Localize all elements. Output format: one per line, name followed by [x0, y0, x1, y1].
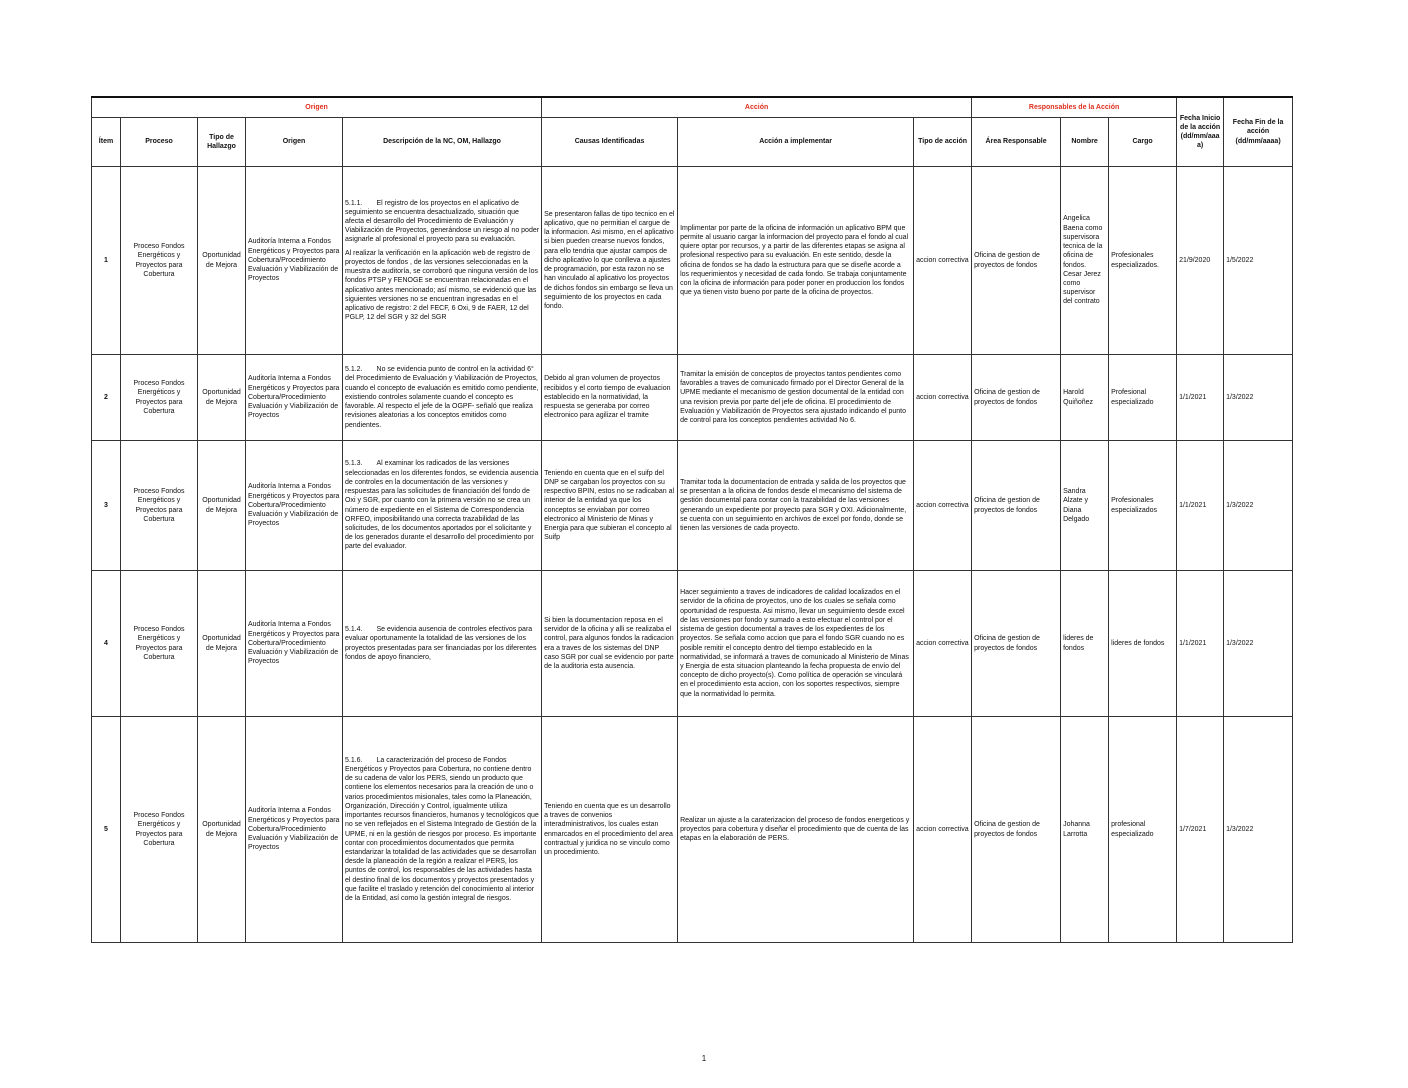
fecha-fin-cell: 1/3/2022 — [1224, 571, 1293, 717]
table-row — [92, 441, 1293, 571]
proceso-cell: Proceso Fondos Energéticos y Proyectos para Cobertura — [121, 441, 198, 571]
item-cell: 2 — [92, 355, 121, 441]
fecha-fin-header: Fecha Fin de la acción (dd/mm/aaaa) — [1224, 97, 1293, 167]
accion-cell: Implimentar por parte de la oficina de información un aplicativo BPM que permite al usuario cargar la informacion del proyecto para el fondo al cual quiere optar por recursos, y a partir de las diferentes etapas se asigna al profesional respectivo para su evaluación. En este sentido, desde la oficina de fondos se ha dado la estructura para que se diseñe acorde a los requerimientos y necesidad de cada fondo. Se trabaja conjuntamente con la oficina de información para poder poner en produccion los fondos que ya tienen visto bueno por parte de la oficina de proyectos. — [678, 167, 914, 355]
group-responsables-header: Responsables de la Acción — [972, 97, 1177, 118]
descripcion-cell — [343, 441, 542, 571]
page-number: 1 — [701, 1054, 707, 1063]
fecha-inicio-cell: 1/7/2021 — [1177, 717, 1224, 943]
tipo-accion-cell: accion correctiva — [914, 571, 972, 717]
tipo-accion-cell: accion correctiva — [914, 717, 972, 943]
cargo-cell: Profesional especializado — [1109, 355, 1177, 441]
group-origen-header: Origen — [92, 97, 542, 118]
tipo-hallazgo-header: Tipo de Hallazgo — [198, 118, 246, 167]
group-accion-header: Acción — [542, 97, 972, 118]
tipo-accion-cell: accion correctiva — [914, 355, 972, 441]
accion-header: Acción a implementar — [678, 118, 914, 167]
tipo-cell: Oportunidad de Mejora — [198, 717, 246, 943]
cargo-header: Cargo — [1109, 118, 1177, 167]
desc-text: El registro de los proyectos en el aplicativo de seguimiento se encuentra desactualizado, situación que afecta el desarrollo del Procedimiento de Evaluación y Viabilización de Proyectos, generándose un riesgo al no poder asignarle al profesional el proyecto para su evaluación. — [345, 199, 540, 244]
area-cell: Oficina de gestion de proyectos de fondos — [972, 167, 1061, 355]
tipo-accion-header: Tipo de acción — [914, 118, 972, 167]
desc-text: No se evidencia punto de control en la actividad 6° del Procedimiento de Evaluación y Viabilización de Proyectos, cuando el concepto de evaluación es emitido como pendiente, existiendo controles solamente cuando el concepto es favorable. Al respecto el jefe de la OGPF- señaló que realiza revisiones aleatorias a los conceptos emitidos como pendientes. — [345, 366, 539, 429]
tipo-accion-cell: accion correctiva — [914, 167, 972, 355]
causas-cell: Si bien la documentacion reposa en el servidor de la oficina y alli se realizaba el control, para algunos fondos la radicacion era a traves de los sistemas del DNP caso SGR por cual se evidencio por parte de la auditoria esta ausencia. — [542, 571, 678, 717]
origen-cell: Auditoría Interna a Fondos Energéticos y Proyectos para Cobertura/Procedimiento Evaluación y Viabilización de Proyectos — [246, 717, 343, 943]
fecha-inicio-cell: 1/1/2021 — [1177, 355, 1224, 441]
causas-cell: Teniendo en cuenta que es un desarrollo a traves de convenios interadministrativos, los cuales estan enmarcados en el procedimiento del area contractual y juridica no se vinculo como un procedimiento. — [542, 717, 678, 943]
nombre-cell: Sandra Alzate y Diana Delgado — [1061, 441, 1109, 571]
descripcion-cell — [343, 717, 542, 943]
table-row — [92, 717, 1293, 943]
fecha-fin-cell: 1/3/2022 — [1224, 441, 1293, 571]
fecha-inicio-header: Fecha Inicio de la acción (dd/mm/aaaa) — [1177, 97, 1224, 167]
accion-cell: Realizar un ajuste a la caraterizacion del proceso de fondos energeticos y proyectos para cobertura y diseñar el procedimiento que de cuenta de las etapas en la elaboración de PERS. — [678, 717, 914, 943]
area-cell: Oficina de gestion de proyectos de fondos — [972, 441, 1061, 571]
desc-number: 5.1.4. — [345, 626, 363, 634]
column-header-row — [92, 118, 1293, 167]
table-row — [92, 571, 1293, 717]
tipo-cell: Oportunidad de Mejora — [198, 167, 246, 355]
desc-text: Al examinar los radicados de las versiones seleccionadas en los diferentes fondos, se evidencia ausencia de controles en la documentación de las versiones y respuestas para las solicitudes de financiación del fondo de Oxi y SGR, por cuanto con la primera versión no se crea un número de expediente en el Sistema de Correspondencia ORFEO, imposibilitando una correcta trazabilidad de las solicitudes, de los documentos aportados por el solicitante y de los generados durante el desarrollo del procedimiento por parte del evaluador. — [345, 460, 539, 551]
nombre-cell: Angelica Baena como supervisora tecnica de la oficina de fondos. Cesar Jerez como supervisor del contrato — [1061, 167, 1109, 355]
origen-cell: Auditoría Interna a Fondos Energéticos y Proyectos para Cobertura/Procedimiento Evaluación y Viabilización de Proyectos — [246, 571, 343, 717]
causas-header: Causas Identificadas — [542, 118, 678, 167]
desc-number: 5.1.6. — [345, 756, 363, 764]
accion-cell: Tramitar la emisión de conceptos de proyectos tantos pendientes como favorables a traves de comunicado firmado por el Director General de la UPME mediante el mecanismo de gestion documental de la entidad con una revision previa por parte del jefe de oficina. El procedimiento de Evaluación y Viabilización de Proyectos sera ajustado indicando el punto de control para los conceptos pendientes actividad No 6. — [678, 355, 914, 441]
fecha-fin-cell: 1/3/2022 — [1224, 355, 1293, 441]
tipo-accion-cell: accion correctiva — [914, 441, 972, 571]
accion-cell: Hacer seguimiento a traves de indicadores de calidad localizados en el servidor de la oficina de proyectos, uno de los cuales se señala como oportunidad de respuesta. Asi mismo, llevar un seguimiento desde excel de las versiones por fondo y sumado a esto efectuar el control por el sistema de gestion documental a traves de los expedientes de los proyectos. Se señala como accion que para el fondo SGR cuando no es posible remitir el concepto dentro del tiempo establecido en la normatividad, se informará a traves de comunicado al Ministerio de Minas y Energia de esta situacion planteando la fecha propuesta de envío del concepto de dicho proyecto(s). Como política de operación se vinculará en el procedimiento esta accion, con los soportes respectivos, siempre que la normatividad lo permita. — [678, 571, 914, 717]
causas-cell: Se presentaron fallas de tipo tecnico en el aplicativo, que no permitian el cargue de la informacion. Asi mismo, en el aplicativo si bien pueden crearse nuevos fondos, para ello tendria que ajustar campos de dicho aplicativo lo que conlleva a ajustes de programación, por esta razon no se han vinculado al aplicativo los proyectos de dichos fondos sin embargo se lleva un seguimiento de los proyectos en cada fondo. — [542, 167, 678, 355]
proceso-cell: Proceso Fondos Energéticos y Proyectos para Cobertura — [121, 167, 198, 355]
area-cell: Oficina de gestion de proyectos de fondos — [972, 717, 1061, 943]
origen-cell: Auditoría Interna a Fondos Energéticos y Proyectos para Cobertura/Procedimiento Evaluación y Viabilización de Proyectos — [246, 167, 343, 355]
proceso-cell: Proceso Fondos Energéticos y Proyectos para Cobertura — [121, 571, 198, 717]
fecha-inicio-cell: 1/1/2021 — [1177, 441, 1224, 571]
cargo-cell: Profesionales especializados. — [1109, 167, 1177, 355]
tipo-cell: Oportunidad de Mejora — [198, 441, 246, 571]
proceso-header: Proceso — [121, 118, 198, 167]
nombre-cell: Harold Quiñoñez — [1061, 355, 1109, 441]
fecha-inicio-cell: 21/9/2020 — [1177, 167, 1224, 355]
origen-cell: Auditoría Interna a Fondos Energéticos y Proyectos para Cobertura/Procedimiento Evaluación y Viabilización de Proyectos — [246, 441, 343, 571]
item-cell: 4 — [92, 571, 121, 717]
desc-text-2: Al realizar la verificación en la aplicación web de registro de proyectos de fondos , de las versiones seleccionadas en la muestra de auditoría, se corroboró que ninguna versión de los fondos PTSP y FENOGE se encuentran relacionadas en el aplicativo antes mencionado; así mismo, se evidenció que las siguientes versiones no se encuentran ingresadas en el aplicativo de registro: 2 del FECF, 6 Oxi, 9 de FAER, 12 del PGLP, 12 del SGR y 32 del SGR — [345, 249, 539, 322]
item-cell: 3 — [92, 441, 121, 571]
desc-number: 5.1.1. — [345, 199, 363, 207]
nombre-cell: Johanna Larrotta — [1061, 717, 1109, 943]
descripcion-cell — [343, 167, 542, 355]
fecha-fin-cell: 1/5/2022 — [1224, 167, 1293, 355]
proceso-cell: Proceso Fondos Energéticos y Proyectos para Cobertura — [121, 717, 198, 943]
proceso-cell: Proceso Fondos Energéticos y Proyectos para Cobertura — [121, 355, 198, 441]
cargo-cell: Profesionales especializados — [1109, 441, 1177, 571]
cargo-cell: lideres de fondos — [1109, 571, 1177, 717]
tipo-cell: Oportunidad de Mejora — [198, 355, 246, 441]
descripcion-cell — [343, 355, 542, 441]
causas-cell: Debido al gran volumen de proyectos recibidos y el corto tiempo de evaluacion establecido en la normatividad, la respuesta se generaba por correo electronico para agilizar el tramite — [542, 355, 678, 441]
tipo-cell: Oportunidad de Mejora — [198, 571, 246, 717]
nombre-header: Nombre — [1061, 118, 1109, 167]
item-header: Ítem — [92, 118, 121, 167]
desc-text: La caracterización del proceso de Fondos Energéticos y Proyectos para Cobertura, no contiene dentro de su cadena de valor los PERS, siendo un producto que contiene los elementos necesarios para la creación de uno o varios procedimientos misionales, tales como la Planeación, Organización, Dirección y Control, igualmente utiliza importantes recursos financieros, humanos y tecnológicos que no se ven reflejados en el Sistema Integrado de Gestión de la UPME, ni en la gestión de riesgos por proceso. Es importante contar con procedimientos documentados que permita estandarizar la totalidad de las actividades que se desarrollan desde la planeación de la región a realizar el PERS, los puntos de control, los responsables de las actividades hasta el destino final de los documentos y proyectos presentados y que facilite el traslado y retención del conocimiento al interior de la Entidad, así como la gestión integral de riesgos. — [345, 756, 539, 902]
nombre-cell: lideres de fondos — [1061, 571, 1109, 717]
area-cell: Oficina de gestion de proyectos de fondos — [972, 355, 1061, 441]
descripcion-header: Descripción de la NC, OM, Hallazgo — [343, 118, 542, 167]
table-row — [92, 167, 1293, 355]
accion-cell: Tramitar toda la documentacion de entrada y salida de los proyectos que se presentan a la oficina de fondos desde el mecanismo del sistema de gestión documental para contar con la trazabilidad de las versiones generando un expediente por proyecto para SGR y OXI. Adicionalmente, se cuenta con un seguimiento en archivos de excel por fondo, donde se tienen las versiones de cada proyecto. — [678, 441, 914, 571]
causas-cell: Teniendo en cuenta que en el suifp del DNP se cargaban los proyectos con su respectivo BPIN, estos no se radicaban al interior de la entidad ya que los conceptos se enviaban por correo electronico al Ministerio de Minas y Energia para que subieran el concepto al Suifp — [542, 441, 678, 571]
area-header: Área Responsable — [972, 118, 1061, 167]
origen-header: Origen — [246, 118, 343, 167]
group-header-row — [92, 97, 1293, 118]
cargo-cell: profesional especializado — [1109, 717, 1177, 943]
area-cell: Oficina de gestion de proyectos de fondos — [972, 571, 1061, 717]
desc-text: Se evidencia ausencia de controles efectivos para evaluar oportunamente la totalidad de las versiones de los proyectos presentadas para ser financiadas por los diferentes fondos de apoyo financiero, — [345, 626, 537, 661]
item-cell: 1 — [92, 167, 121, 355]
descripcion-cell — [343, 571, 542, 717]
fecha-fin-cell: 1/3/2022 — [1224, 717, 1293, 943]
origen-cell: Auditoría Interna a Fondos Energéticos y Proyectos para Cobertura/Procedimiento Evaluación y Viabilización de Proyectos — [246, 355, 343, 441]
desc-number: 5.1.3. — [345, 460, 363, 468]
table-row — [92, 355, 1293, 441]
action-plan-table — [91, 96, 1293, 943]
fecha-inicio-cell: 1/1/2021 — [1177, 571, 1224, 717]
desc-number: 5.1.2. — [345, 366, 363, 374]
item-cell: 5 — [92, 717, 121, 943]
